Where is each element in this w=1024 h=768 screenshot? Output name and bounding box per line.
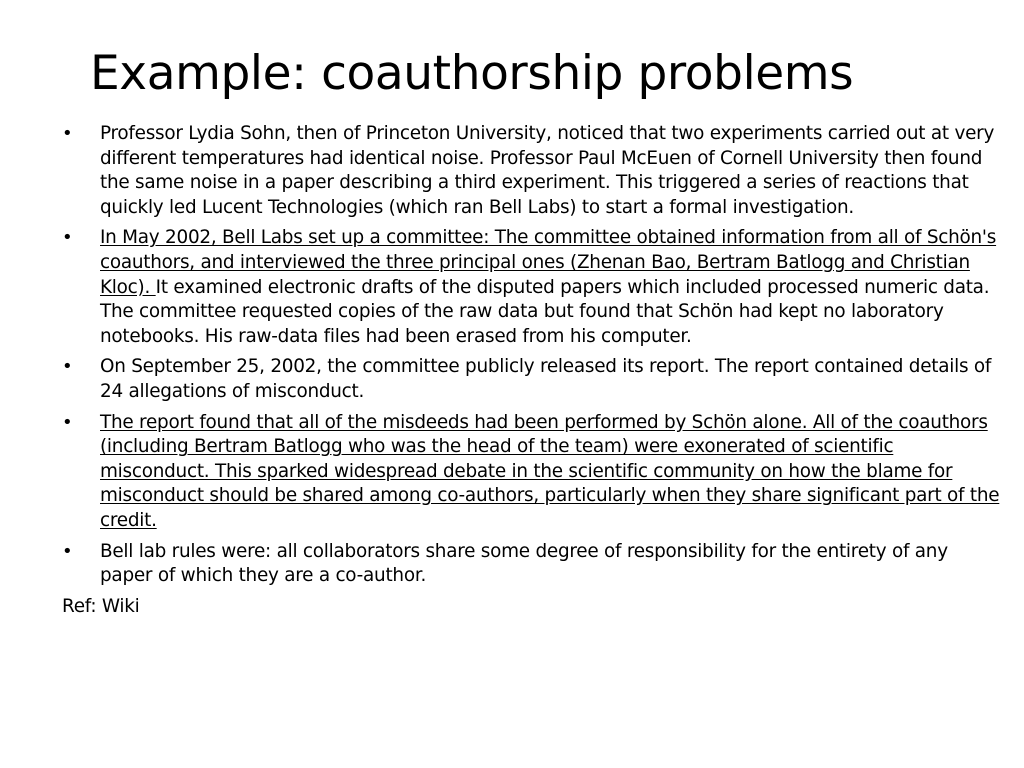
bullet-underlined-text: In May 2002, Bell Labs set up a committee: The committee obtained information from all of Schön's coauthors, and interviewed the three principal ones (Zhenan Bao, Bertram Batlogg and Christian Kloc). bbox=[100, 227, 997, 298]
bullet-dot-icon: • bbox=[62, 123, 73, 144]
bullet-item-report-findings bbox=[62, 411, 1002, 534]
bullet-item-sohn-observation bbox=[62, 122, 1002, 220]
bullet-dot-icon: • bbox=[62, 356, 73, 378]
bullet-text: Bell lab rules were: all collaborators share some degree of responsibility for the entirety of any paper of which they are a co-author. bbox=[100, 540, 948, 587]
bullet-dot-icon: • bbox=[62, 227, 73, 249]
slide-body bbox=[62, 122, 1002, 619]
bullet-underlined-text: The report found that all of the misdeeds had been performed by Schön alone. All of the coauthors (including Bertram Batlogg who was the head of the team) were exonerated of scientific misconduct. This sparked widespread debate in the scientific community on how the blame for misconduct should be shared among co-authors, particularly when they share significant part of the credit. bbox=[100, 411, 1000, 531]
bullet-text: It examined electronic drafts of the disputed papers which included processed numeric data. The committee requested copies of the raw data but found that Schön had kept no laboratory notebooks. His raw-data files had been erased from his computer. bbox=[100, 276, 990, 347]
reference-text: Ref: Wiki bbox=[62, 595, 140, 617]
bullet-text: Professor Lydia Sohn, then of Princeton University, noticed that two experiments carried out at very different temperatures had identical noise. Professor Paul McEuen of Cornell University then found the same noise in a paper describing a third experiment. This triggered a series of reactions that quickly led Lucent Technologies (which ran Bell Labs) to start a formal investigation. bbox=[100, 123, 995, 218]
slide-title: Example: coauthorship problems bbox=[90, 46, 854, 101]
bullet-dot-icon: • bbox=[62, 540, 73, 562]
bullet-item-bell-lab-rules bbox=[62, 540, 1002, 589]
bullet-dot-icon: • bbox=[62, 411, 73, 433]
bullet-text: On September 25, 2002, the committee publicly released its report. The report contained details of 24 allegations of misconduct. bbox=[100, 356, 992, 402]
bullet-list bbox=[62, 122, 1002, 589]
bullet-item-report-release bbox=[62, 355, 1002, 404]
bullet-item-committee-setup bbox=[62, 226, 1002, 349]
